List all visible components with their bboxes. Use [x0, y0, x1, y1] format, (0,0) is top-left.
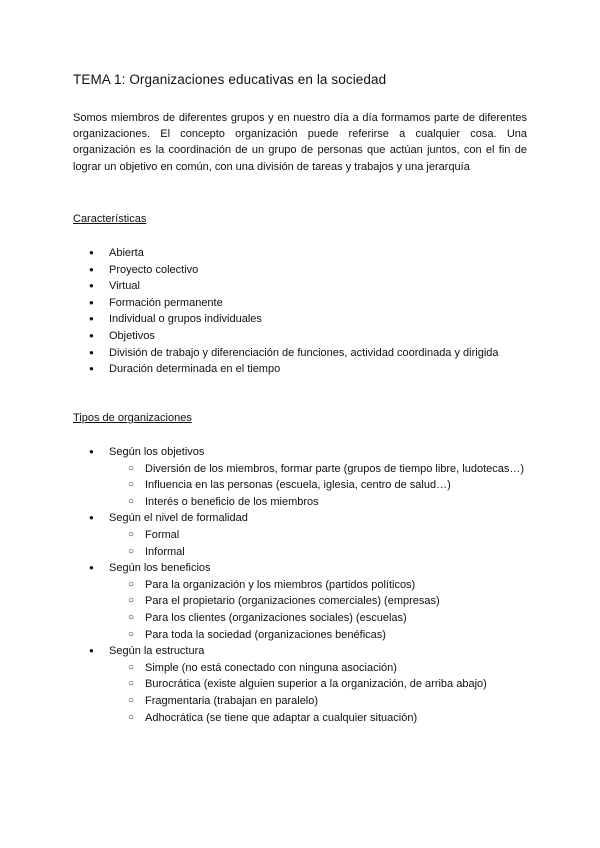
group-label: ● Según los objetivos	[0, 444, 527, 461]
sub-item: ○ Formal	[0, 527, 527, 544]
list-item: ● Objetivos	[0, 328, 499, 345]
sub-item: ○ Para el propietario (organizaciones comerciales) (empresas)	[0, 593, 527, 610]
tipos-list	[0, 444, 527, 726]
sub-item: ○ Influencia en las personas (escuela, iglesia, centro de salud…)	[0, 477, 527, 494]
list-item: ● Virtual	[0, 278, 499, 295]
caracteristicas-list	[0, 245, 499, 378]
group-label: ● Según los beneficios	[0, 560, 527, 577]
caracteristicas-heading: Características	[73, 213, 147, 225]
group-label: ● Según el nivel de formalidad	[0, 510, 527, 527]
sub-item: ○ Fragmentaria (trabajan en paralelo)	[0, 693, 527, 710]
list-item: ● División de trabajo y diferenciación de funciones, actividad coordinada y dirigida	[0, 345, 499, 362]
sub-item: ○ Informal	[0, 544, 527, 561]
sub-item: ○ Burocrática (existe alguien superior a la organización, de arriba abajo)	[0, 676, 527, 693]
sub-item: ○ Para la organización y los miembros (partidos políticos)	[0, 577, 527, 594]
list-item: ● Abierta	[0, 245, 499, 262]
list-item: ● Duración determinada en el tiempo	[0, 361, 499, 378]
group-label: ● Según la estructura	[0, 643, 527, 660]
sub-item: ○ Para toda la sociedad (organizaciones benéficas)	[0, 627, 527, 644]
sub-item: ○ Para los clientes (organizaciones sociales) (escuelas)	[0, 610, 527, 627]
list-item: ● Proyecto colectivo	[0, 262, 499, 279]
list-item: ● Individual o grupos individuales	[0, 311, 499, 328]
list-item: ● Formación permanente	[0, 295, 499, 312]
page-title: TEMA 1: Organizaciones educativas en la sociedad	[73, 72, 387, 87]
sub-item: ○ Simple (no está conectado con ninguna asociación)	[0, 660, 527, 677]
sub-item: ○ Diversión de los miembros, formar parte (grupos de tiempo libre, ludotecas…)	[0, 461, 527, 478]
tipos-heading: Tipos de organizaciones	[73, 412, 192, 424]
intro-paragraph: Somos miembros de diferentes grupos y en nuestro día a día formamos parte de diferentes organizaciones. El concepto organización puede referirse a cualquier cosa. Una organización es la coordinación de un grupo de personas que actúan juntos, con el fin de lograr un objetivo en común, con una división de tareas y trabajos y una jerarquía	[73, 112, 527, 173]
sub-item: ○ Interés o beneficio de los miembros	[0, 494, 527, 511]
sub-item: ○ Adhocrática (se tiene que adaptar a cualquier situación)	[0, 710, 527, 727]
